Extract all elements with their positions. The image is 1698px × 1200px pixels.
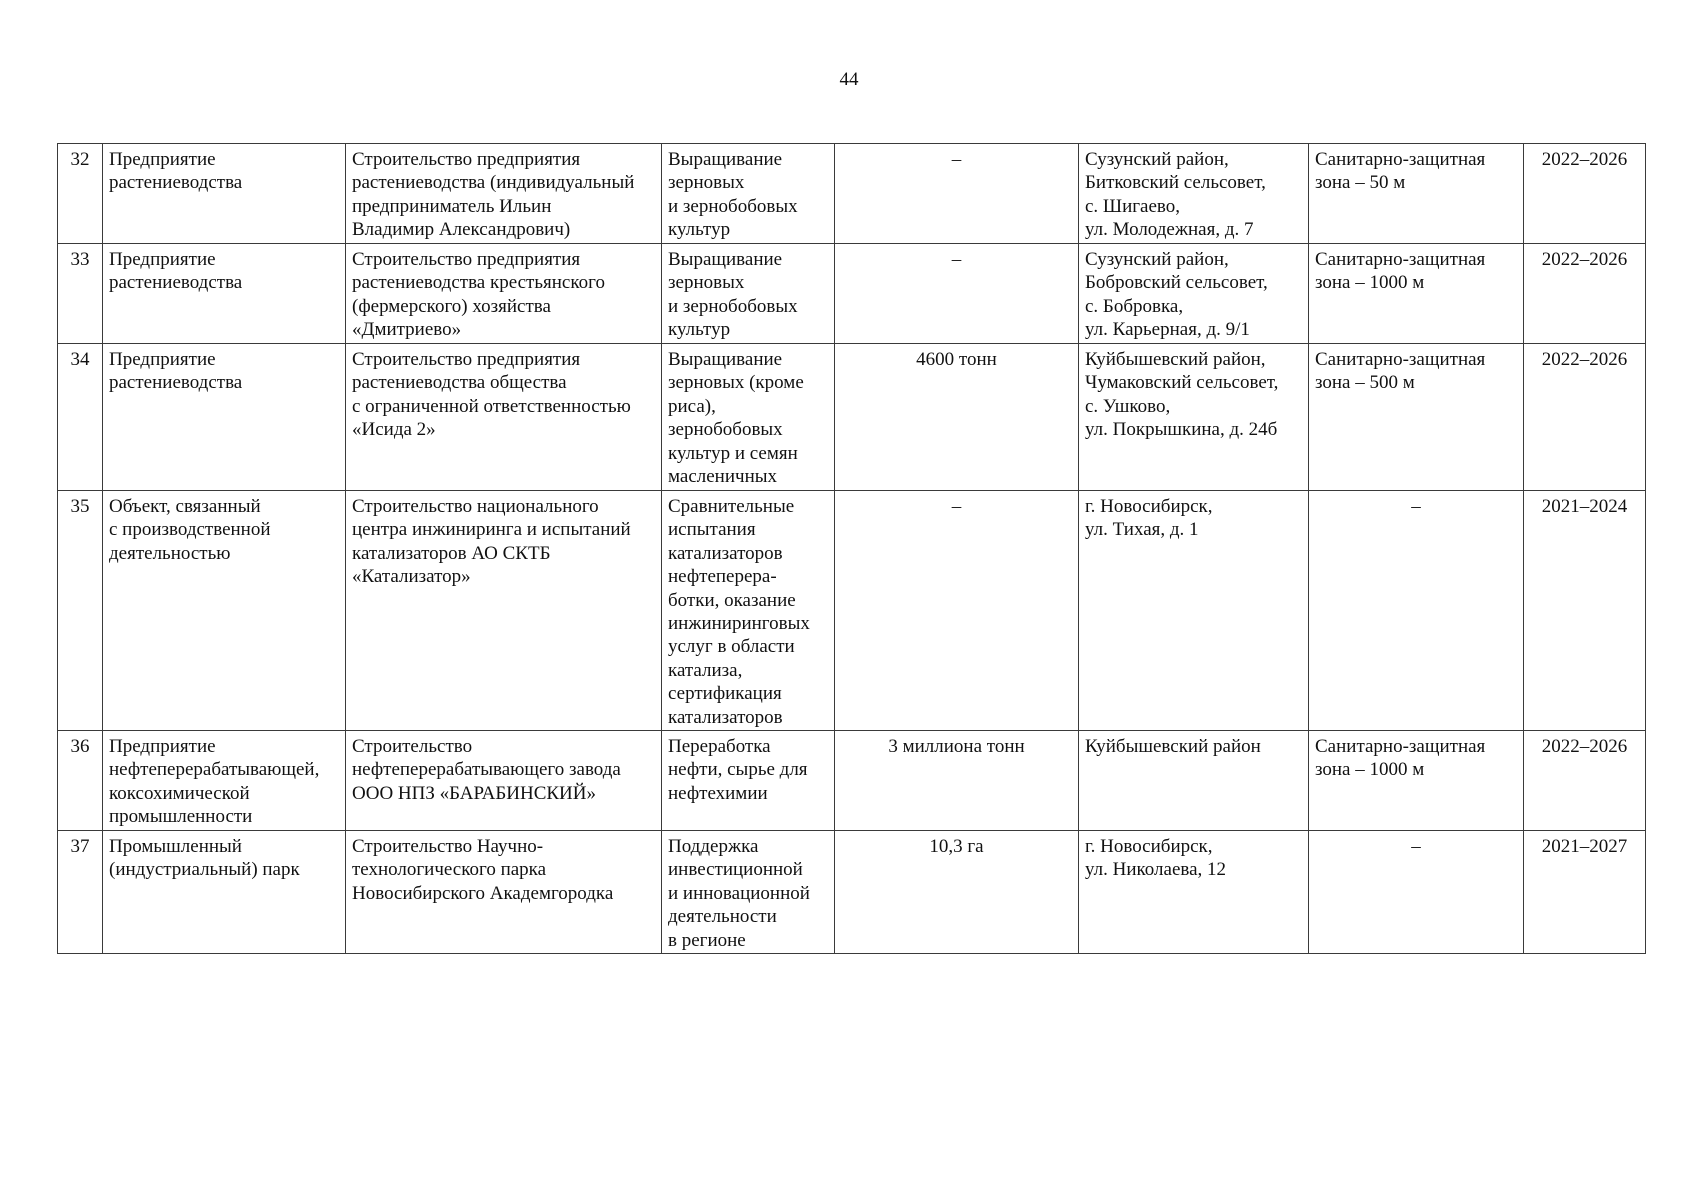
implementation-years: 2022–2026 — [1524, 731, 1646, 831]
row-number: 34 — [58, 344, 103, 491]
object-type: Предприятие растениеводства — [103, 344, 346, 491]
location: Сузунский район, Бобровский сельсовет, с. Бобровка, ул. Карьерная, д. 9/1 — [1079, 244, 1309, 344]
project-name: Строительство Научно- технологического парка Новосибирского Академгородка — [346, 831, 662, 954]
purpose: Переработка нефти, сырье для нефтехимии — [662, 731, 835, 831]
object-type: Предприятие растениеводства — [103, 244, 346, 344]
purpose: Выращивание зерновых и зернобобовых культур — [662, 144, 835, 244]
object-type: Промышленный (индустриальный) парк — [103, 831, 346, 954]
protection-zone: – — [1309, 831, 1524, 954]
project-name: Строительство предприятия растениеводства (индивидуальный предприниматель Ильин Владимир Александрович) — [346, 144, 662, 244]
objects-table — [57, 143, 1646, 954]
location: г. Новосибирск, ул. Николаева, 12 — [1079, 831, 1309, 954]
location: Куйбышевский район, Чумаковский сельсовет, с. Ушково, ул. Покрышкина, д. 24б — [1079, 344, 1309, 491]
row-number: 33 — [58, 244, 103, 344]
implementation-years: 2021–2024 — [1524, 491, 1646, 731]
purpose: Выращивание зерновых и зернобобовых культур — [662, 244, 835, 344]
row-number: 37 — [58, 831, 103, 954]
row-number: 36 — [58, 731, 103, 831]
capacity: – — [835, 244, 1079, 344]
location: г. Новосибирск, ул. Тихая, д. 1 — [1079, 491, 1309, 731]
capacity: – — [835, 491, 1079, 731]
project-name: Строительство национального центра инжиниринга и испытаний катализаторов АО СКТБ «Катализатор» — [346, 491, 662, 731]
protection-zone: Санитарно-защитная зона – 1000 м — [1309, 731, 1524, 831]
implementation-years: 2022–2026 — [1524, 244, 1646, 344]
table-row — [58, 344, 1646, 491]
capacity: 4600 тонн — [835, 344, 1079, 491]
protection-zone: Санитарно-защитная зона – 1000 м — [1309, 244, 1524, 344]
purpose: Выращивание зерновых (кроме риса), зернобобовых культур и семян масленичных — [662, 344, 835, 491]
purpose: Сравнительные испытания катализаторов нефтеперера- ботки, оказание инжиниринговых услуг в области катализа, сертификация катализаторов — [662, 491, 835, 731]
table-row — [58, 731, 1646, 831]
table-row — [58, 831, 1646, 954]
location: Куйбышевский район — [1079, 731, 1309, 831]
protection-zone: – — [1309, 491, 1524, 731]
implementation-years: 2021–2027 — [1524, 831, 1646, 954]
table-row — [58, 244, 1646, 344]
purpose: Поддержка инвестиционной и инновационной деятельности в регионе — [662, 831, 835, 954]
capacity: 10,3 га — [835, 831, 1079, 954]
table-row — [58, 144, 1646, 244]
row-number: 32 — [58, 144, 103, 244]
implementation-years: 2022–2026 — [1524, 344, 1646, 491]
protection-zone: Санитарно-защитная зона – 50 м — [1309, 144, 1524, 244]
object-type: Предприятие нефтеперерабатывающей, коксохимической промышленности — [103, 731, 346, 831]
object-type: Объект, связанный с производственной деятельностью — [103, 491, 346, 731]
row-number: 35 — [58, 491, 103, 731]
location: Сузунский район, Битковский сельсовет, с. Шигаево, ул. Молодежная, д. 7 — [1079, 144, 1309, 244]
capacity: – — [835, 144, 1079, 244]
page-number: 44 — [839, 69, 859, 90]
object-type: Предприятие растениеводства — [103, 144, 346, 244]
implementation-years: 2022–2026 — [1524, 144, 1646, 244]
project-name: Строительство предприятия растениеводства общества с ограниченной ответственностью «Исида 2» — [346, 344, 662, 491]
project-name: Строительство предприятия растениеводства крестьянского (фермерского) хозяйства «Дмитриево» — [346, 244, 662, 344]
table-row — [58, 491, 1646, 731]
protection-zone: Санитарно-защитная зона – 500 м — [1309, 344, 1524, 491]
capacity: 3 миллиона тонн — [835, 731, 1079, 831]
project-name: Строительство нефтеперерабатывающего завода ООО НПЗ «БАРАБИНСКИЙ» — [346, 731, 662, 831]
